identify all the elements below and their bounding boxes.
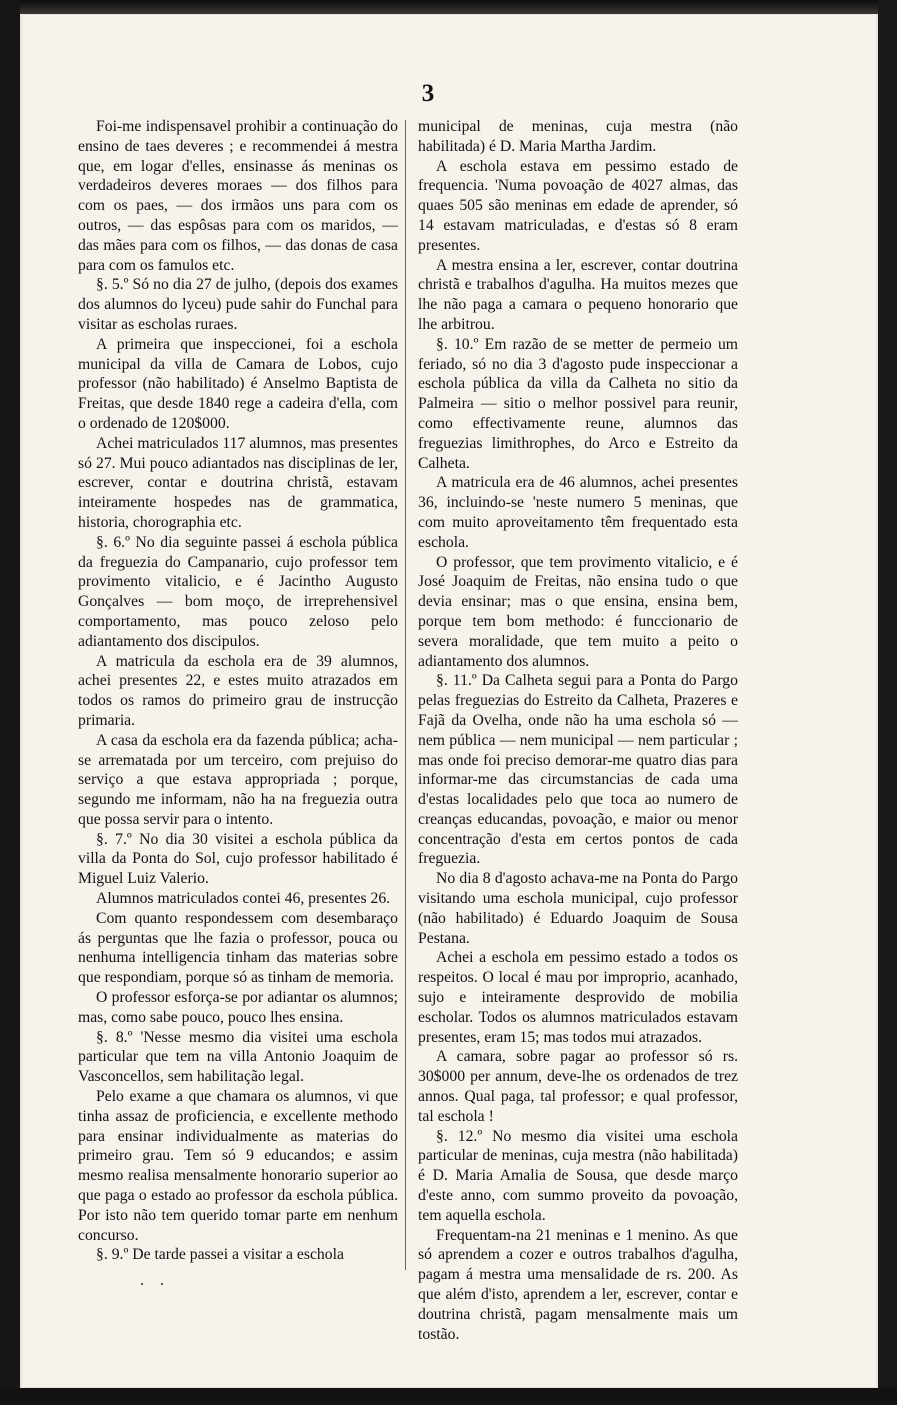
paragraph: §. 12.º No mesmo dia visitei uma eschola particular de meninas, cuja mestra (não habilitada) é D. Maria Amalia de Sousa, que desde março d'este anno, com summo proveito da povoação, tem aquella eschola. [418, 1127, 738, 1224]
paragraph: §. 6.º No dia seguinte passei á eschola pública da freguezia do Campanario, cujo professor tem provimento vitalicio, e é Jacintho Augusto Gonçalves — bom moço, de irreprehensivel comportamento, mas pouco zeloso pelo adiantamento dos discipulos. [78, 533, 398, 650]
paragraph: §. 11.º Da Calheta segui para a Ponta do Pargo pelas freguezias do Estreito da Calheta, Prazeres e Fajã da Ovelha, onde não ha uma eschola só — nem pública — nem municipal — nem particular ; mas onde foi preciso demorar-me quatro dias para informar-me das circumstancias de cada uma d'estas localidades pelo que toca ao numero de creanças educandas, povoação, e maior ou menor concentração d'esta em certos pontos de cada freguezia. [418, 672, 738, 868]
paragraph: §. 8.º 'Nesse mesmo dia visitei uma eschola particular que tem na villa Antonio Joaquim de Vasconcellos, sem habilitação legal. [78, 1028, 398, 1086]
right-column [418, 117, 738, 1344]
paragraph: A matricula era de 46 alumnos, achei presentes 36, incluindo-se 'neste numero 5 meninas, que com muito aproveitamento têm frequentado esta eschola. [418, 474, 738, 551]
paragraph: Pelo exame a que chamara os alumnos, vi que tinha assaz de proficiencia, e excellente methodo para ensinar individualmente as materias do primeiro grau. Tem só 9 educandos; e assim mesmo realisa mensalmente honorario superior ao que paga o estado ao professor da eschola pública. Por isto não tem querido tomar parte em nenhum concurso. [78, 1088, 398, 1244]
scan-border-left [0, 0, 20, 1405]
left-column [78, 117, 398, 1265]
paragraph: A eschola estava em pessimo estado de frequencia. 'Numa povoação de 4027 almas, das quaes 505 são meninas em edade de aprender, só 14 estavam matriculadas, e d'estas só 8 eram presentes. [418, 157, 738, 254]
paragraph: §. 9.º De tarde passei a visitar a eschola [96, 1246, 344, 1264]
paragraph: Com quanto respondessem com desembaraço ás perguntas que lhe fazia o professor, pouca ou nenhuma intelligencia tinham das materias sobre que respondiam, porque só as tinham de memoria. [78, 909, 398, 987]
column-divider [405, 120, 406, 1270]
paragraph: §. 10.º Em razão de se metter de permeio um feriado, só no dia 3 d'agosto pude inspeccionar a eschola pública da villa da Calheta no sitio da Palmeira — sitio o melhor possivel para reunir, como effectivamente reune, alumnos das freguezias limithrophes, do Arco e Estreito da Calheta. [418, 335, 738, 472]
paragraph: A mestra ensina a ler, escrever, contar doutrina christã e trabalhos d'agulha. Ha muitos mezes que lhe não paga a camara o pequeno honorario que lhe arbitrou. [418, 256, 738, 333]
paragraph: §. 5.º Só no dia 27 de julho, (depois dos exames dos alumnos do lyceu) pude sahir do Funchal para visitar as escholas ruraes. [78, 276, 398, 333]
scan-border-top [0, 0, 897, 14]
paragraph: No dia 8 d'agosto achava-me na Ponta do Pargo visitando uma eschola municipal, cujo professor (não habilitado) é Eduardo Joaquim de Sousa Pestana. [418, 870, 738, 947]
footer-mark: . . [140, 1272, 170, 1289]
paragraph: Foi-me indispensavel prohibir a continuação do ensino de taes deveres ; e recommendei á mestra que, em logar d'elles, ensinasse ás meninas os verdadeiros deveres moraes — dos filhos para com os paes, — dos irmãos uns para com os outros, — das espôsas para com os maridos, — das mães para com os filhos, — das donas de casa para com os famulos etc. [78, 118, 398, 274]
paragraph-continuation: municipal de meninas, cuja mestra (não habilitada) é D. Maria Martha Jardim. [418, 118, 738, 155]
paragraph: §. 7.º No dia 30 visitei a eschola pública da villa da Ponta do Sol, cujo professor habilitado é Miguel Luiz Valerio. [78, 830, 398, 888]
paragraph: A matricula da eschola era de 39 alumnos, achei presentes 22, e estes muito atrazados em todos os ramos do primeiro grau de instrucção primaria. [78, 652, 398, 729]
page-number: 3 [421, 80, 435, 107]
paragraph: Alumnos matriculados contei 46, presentes 26. [96, 890, 391, 908]
scan-border-right [878, 0, 897, 1405]
paragraph: O professor esforça-se por adiantar os alumnos; mas, como sabe pouco, pouco lhes ensina. [78, 989, 398, 1026]
paragraph: Frequentam-na 21 meninas e 1 menino. As que só aprendem a cozer e outros trabalhos d'agulha, pagam á mestra uma mensalidade de rs. 200. As que além d'isto, aprendem a ler, escrever, contar e doutrina christã, pagam mensalmente mais um tostão. [418, 1226, 738, 1343]
paragraph: O professor, que tem provimento vitalicio, e é José Joaquim de Freitas, não ensina tudo o que devia ensinar; mas o que ensina, ensina bem, porque tem bom methodo: é funccionario de severa moralidade, que tem muito a peito o adiantamento dos alumnos. [418, 553, 738, 670]
paragraph: Achei matriculados 117 alumnos, mas presentes só 27. Mui pouco adiantados nas disciplinas de ler, escrever, contar e doutrina christã, estavam inteiramente hospedes nas de grammatica, historia, chorographia etc. [78, 434, 398, 531]
paragraph: Achei a eschola em pessimo estado a todos os respeitos. O local é mau por improprio, acanhado, sujo e inteiramente desprovido de mobilia escholar. Todos os alumnos matriculados estavam presentes, eram 15; mas todos mui atrazados. [418, 949, 738, 1046]
scan-border-bottom [0, 1388, 897, 1405]
paragraph: A camara, sobre pagar ao professor só rs. 30$000 per annum, deve-lhe os ordenados de trez annos. Qual paga, tal professor; e qual professor, tal eschola ! [418, 1048, 738, 1125]
paragraph: A casa da eschola era da fazenda pública; acha-se arrematada por um terceiro, com prejuiso do serviço a que estava appropriada ; porque, segundo me informam, não ha na freguezia outra que possa servir para o intento. [78, 731, 398, 828]
paragraph: A primeira que inspeccionei, foi a eschola municipal da villa de Camara de Lobos, cujo professor (não habilitado) é Anselmo Baptista de Freitas, que desde 1840 rege a cadeira d'ella, com o ordenado de 120$000. [78, 335, 398, 432]
